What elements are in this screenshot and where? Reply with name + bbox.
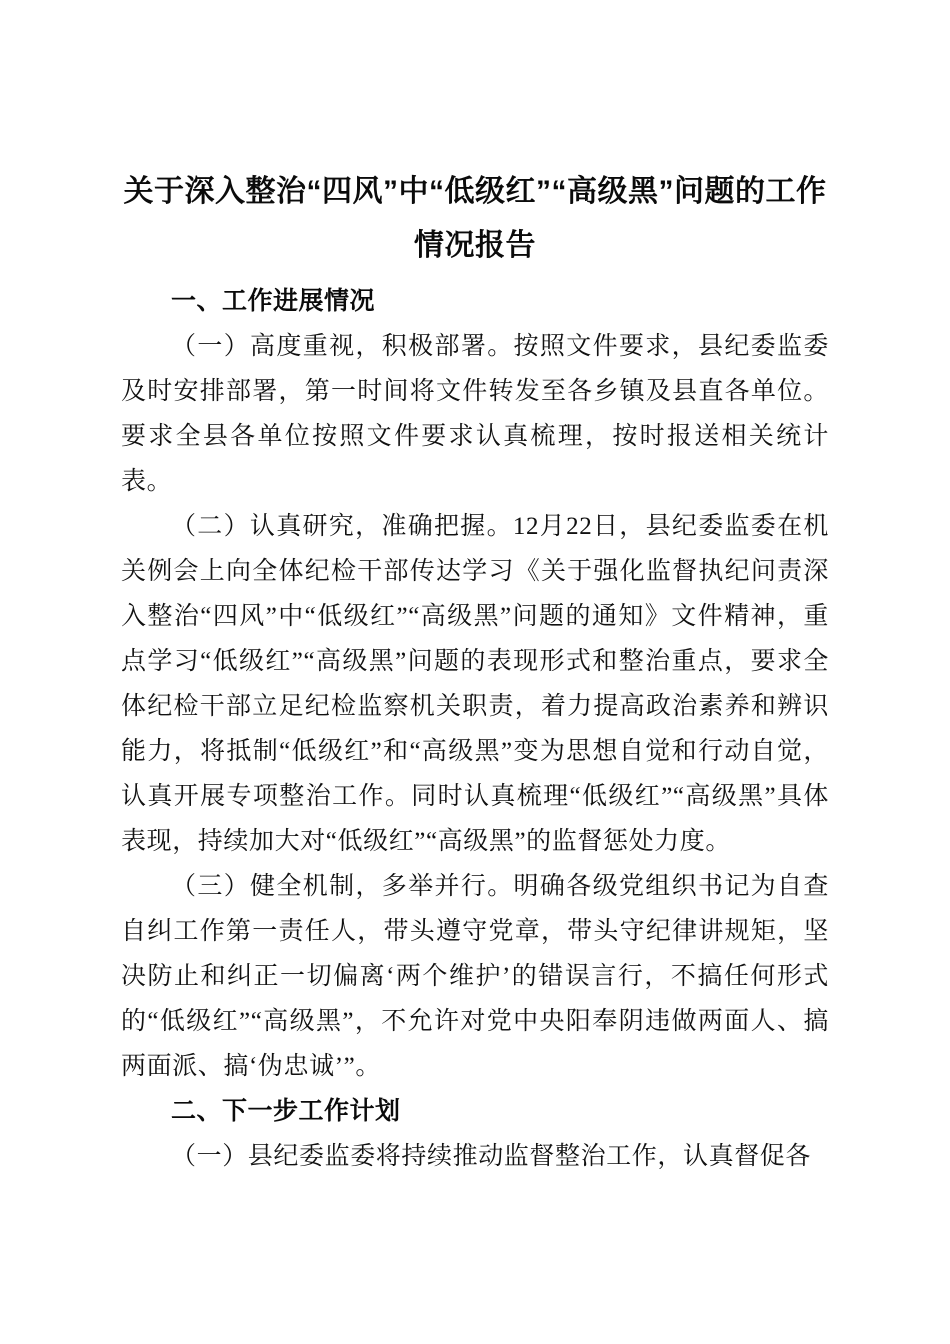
page-break-clip xyxy=(121,1134,829,1179)
document-body xyxy=(121,165,829,1179)
page-top-margin xyxy=(0,0,950,165)
paragraph-2-1: （一）县纪委监委将持续推动监督整治工作，认真督促各 xyxy=(171,1143,812,1170)
paragraph-1-2: （二）认真研究，准确把握。12月22日，县纪委监委在机关例会上向全体纪检干部传达学习《关于强化监督执纪问责深入整治“四风”中“低级红”“高级黑”问题的通知》文件精神，重点学习“低级红”“高级黑”问题的表现形式和整治重点，要求全体纪检干部立足纪检监察机关职责，着力提高政治素养和辨识能力，将抵制“低级红”和“高级黑”变为思想自觉和行动自觉，认真开展专项整治工作。同时认真梳理“低级红”“高级黑”具体表现，持续加大对“低级红”“高级黑”的监督惩处力度。 xyxy=(121,513,829,855)
page-title: 关于深入整治“四风”中“低级红”“高级黑”问题的工作情况报告 xyxy=(123,175,827,262)
paragraph-1-1: （一）高度重视，积极部署。按照文件要求，县纪委监委及时安排部署，第一时间将文件转发至各乡镇及县直各单位。要求全县各单位按照文件要求认真梳理，按时报送相关统计表。 xyxy=(121,333,829,495)
paragraph-1-3: （三）健全机制，多举并行。明确各级党组织书记为自查自纠工作第一责任人，带头遵守党章，带头守纪律讲规矩，坚决防止和纠正一切偏离‘两个维护’的错误言行，不搞任何形式的“低级红”“高级黑”，不允许对党中央阳奉阴违做两面人、搞两面派、搞‘伪忠诚’”。 xyxy=(121,873,829,1080)
section-heading-1: 一、工作进展情况 xyxy=(171,287,376,315)
section-heading-2: 二、下一步工作计划 xyxy=(171,1097,401,1125)
